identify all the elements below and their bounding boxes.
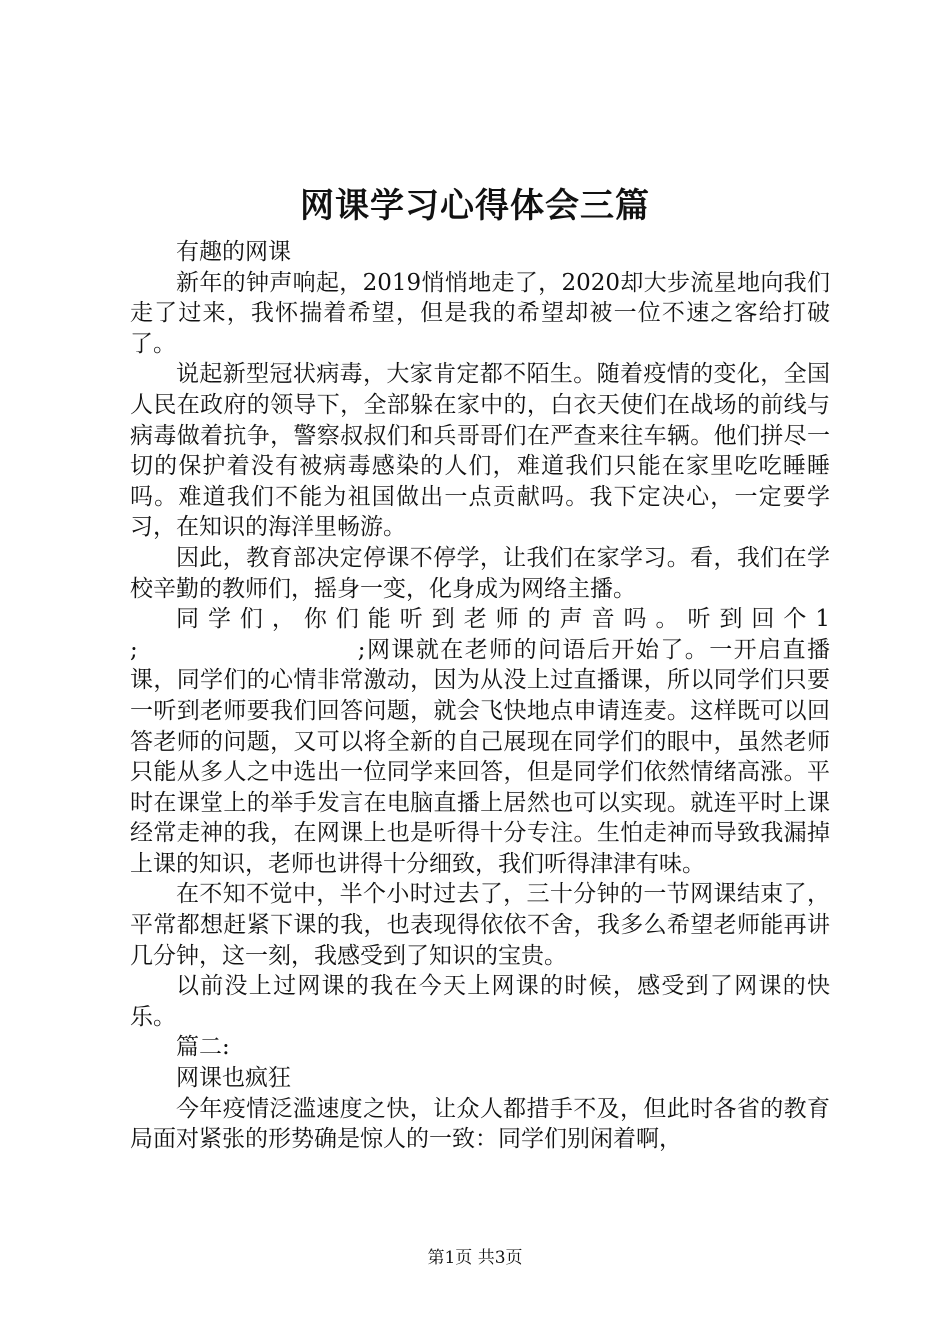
document-title: 网课学习心得体会三篇: [300, 186, 650, 226]
paragraph-spread: 同学们，你们能听到老师的声音吗。听到回个1: [176, 606, 830, 633]
paragraph-broken: [130, 635, 830, 880]
page-footer: 第1页 共3页: [427, 1248, 523, 1268]
paragraph: 今年疫情泛滥速度之快，让众人都措手不及，但此时各省的教育局面对紧张的形势确是惊人的一致：同学们别闲着啊，: [130, 1095, 830, 1153]
document-body: [130, 237, 830, 1155]
paragraph: 说起新型冠状病毒，大家肯定都不陌生。随着疫情的变化，全国人民在政府的领导下，全部躲在家中的，白衣天使们在战场的前线与病毒做着抗争，警察叔叔们和兵哥哥们在严查来往车辆。他们拼尽一切的保护着没有被病毒感染的人们，难道我们只能在家里吃吃睡睡吗。难道我们不能为祖国做出一点贡献吗。我下定决心，一定要学习，在知识的海洋里畅游。: [130, 361, 830, 541]
paragraph: 在不知不觉中，半个小时过去了，三十分钟的一节网课结束了，平常都想赶紧下课的我，也表现得依依不舍，我多么希望老师能再讲几分钟，这一刻，我感受到了知识的宝贵。: [130, 881, 830, 969]
paragraph: 以前没上过网课的我在今天上网课的时候，感受到了网课的快乐。: [130, 973, 830, 1030]
paragraph: 因此，教育部决定停课不停学，让我们在家学习。看，我们在学校辛勤的教师们，摇身一变，化身成为网络主播。: [130, 544, 830, 602]
paragraph: 有趣的网课: [176, 239, 291, 265]
broken-line-start: ;: [130, 636, 138, 663]
broken-line-rest: ;网课就在老师的问语后开始了。一开启直播课，同学们的心情非常激动，因为从没上过直播课，所以同学们只要一听到老师要我们回答问题，就会飞快地点申请连麦。这样既可以回答老师的问题，又可以将全新的自己展现在同学们的眼中，虽然老师只能从多人之中选出一位同学来回答，但是同学们依然情绪高涨。平时在课堂上的举手发言在电脑直播上居然也可以实现。就连平时上课经常走神的我，在网课上也是听得十分专注。生怕走神而导致我漏掉上课的知识，老师也讲得十分细致，我们听得津津有味。: [130, 636, 830, 877]
subtitle: 网课也疯狂: [176, 1065, 291, 1092]
paragraph: 新年的钟声响起，2019悄悄地走了，2020却大步流星地向我们走了过来，我怀揣着希望，但是我的希望却被一位不速之客给打破了。: [130, 269, 830, 357]
section-heading: 篇二:: [176, 1034, 230, 1061]
